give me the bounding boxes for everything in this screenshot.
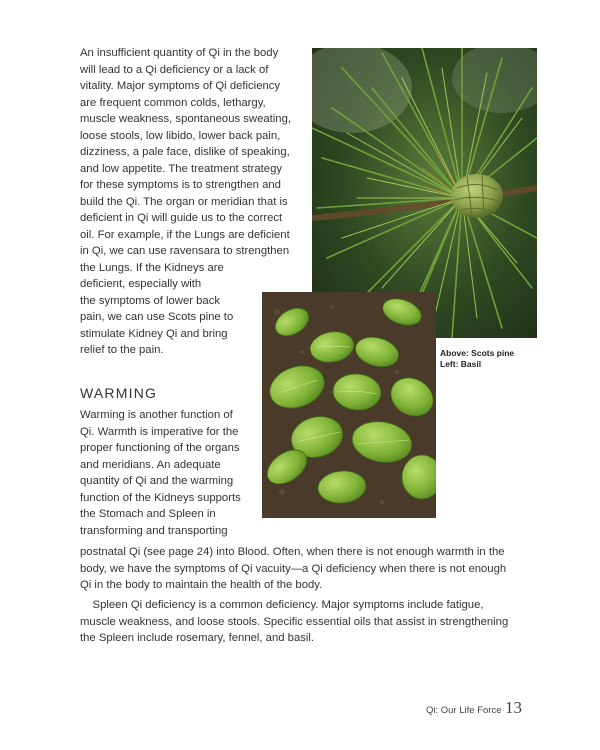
text-line: relief to the pain. [80, 344, 164, 356]
caption-left: Left: Basil [440, 359, 482, 369]
text-line: An insufficient quantity of Qi in the body [80, 47, 279, 59]
text-line: Qi in the body to maintain the health of the body. [80, 579, 323, 591]
text-line: and meridians. An adequate [80, 458, 221, 471]
caption-above: Above: Scots pine [440, 348, 515, 358]
text-line: the Stomach and Spleen in [80, 508, 216, 520]
text-line: Spleen Qi deficiency is a common deficiency. Major symptoms include fatigue, [80, 599, 484, 611]
running-footer-title: Qi: Our Life Force [426, 705, 502, 716]
text-line: Warming is another function of [80, 409, 233, 421]
text-line: muscle weakness, and loose stools. Specific essential oils that assist in strengthening [80, 615, 509, 628]
paragraph-warming [80, 407, 241, 539]
text-line: transforming and transporting [80, 524, 228, 537]
paragraph-spleen-qi [80, 597, 508, 647]
text-line: the Spleen include rosemary, fennel, and basil. [80, 632, 315, 644]
text-line: deficient, especially with [80, 278, 202, 290]
paragraph-qi-deficiency [80, 45, 291, 359]
photo-caption [440, 348, 514, 370]
text-line: vitality. Major symptoms of Qi deficiency [80, 80, 281, 92]
section-heading-warming: WARMING [80, 385, 158, 401]
text-line: are frequent common colds, lethargy, [80, 96, 266, 109]
text-line: pain, we can use Scots pine to [80, 311, 234, 323]
text-line: for these symptoms is to strengthen and [80, 179, 281, 191]
text-line: loose stools, low libido, lower back pain, [80, 129, 281, 142]
text-line: muscle weakness, spontaneous sweating, [80, 113, 291, 125]
basil-photo [262, 292, 436, 518]
text-line: postnatal Qi (see page 24) into Blood. Often, when there is not enough warmth in the [80, 546, 505, 558]
text-line: will lead to a Qi deficiency or a lack of [80, 63, 269, 76]
text-line: oil. For example, if the Lungs are deficient [80, 228, 290, 241]
text-line: dizziness, a pale face, dislike of speaking, [80, 146, 290, 158]
text-line: deficient in Qi will guide us to the correct [80, 212, 283, 224]
text-line: function of the Kidneys supports [80, 491, 241, 504]
text-line: build the Qi. The organ or meridian that is [80, 195, 288, 208]
text-line: quantity of Qi and the warming [80, 475, 234, 487]
text-line: stimulate Kidney Qi and bring [80, 327, 228, 340]
text-line: body, we have the symptoms of Qi vacuity—a Qi deficiency when there is not enough [80, 562, 507, 575]
text-line: the symptoms of lower back [80, 294, 221, 307]
paragraph-qi-vacuity [80, 544, 506, 594]
text-line: the Lungs. If the Kidneys are [80, 261, 224, 274]
text-line: and low appetite. The treatment strategy [80, 162, 282, 175]
text-line: Qi. Warmth is imperative for the [80, 425, 239, 438]
text-line: in Qi, we can use ravensara to strengthen [80, 245, 290, 257]
page-number: 13 [505, 698, 522, 717]
text-line: proper functioning of the organs [80, 442, 240, 454]
